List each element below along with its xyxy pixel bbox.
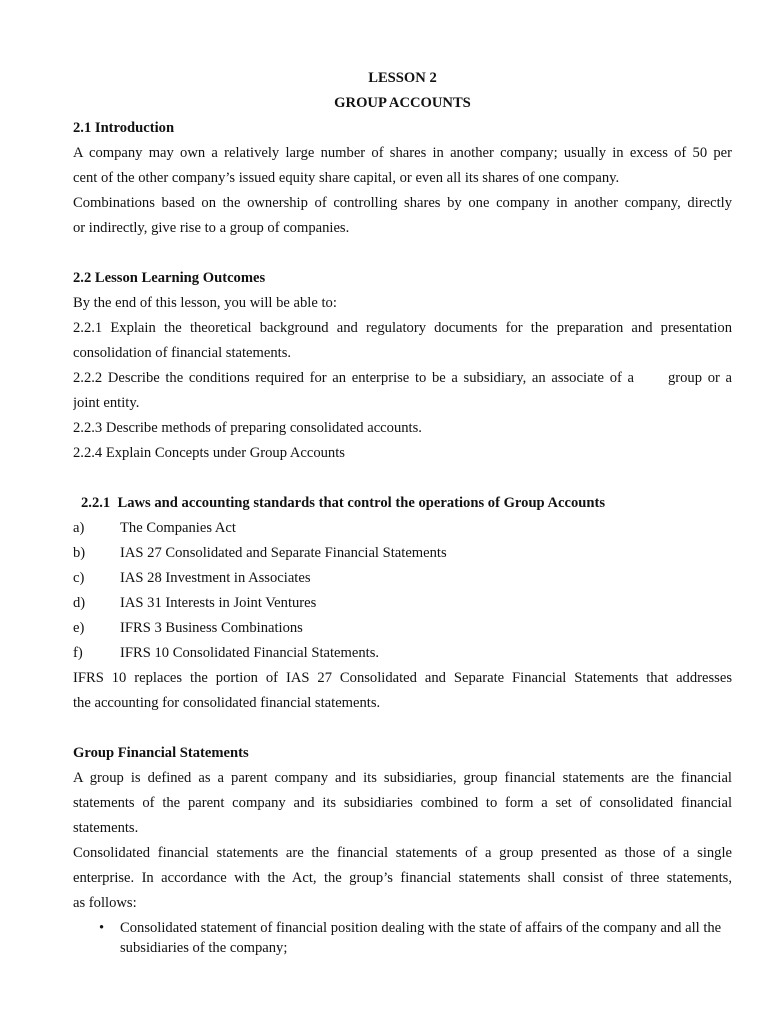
- group-fs-line: Consolidated financial statements are the financial statements of a group presented as those of a single: [73, 845, 732, 861]
- list-item: [73, 541, 732, 566]
- group-fs-line: statements.: [73, 820, 139, 836]
- outcome-line: joint entity.: [73, 395, 140, 411]
- group-fs-line: A group is defined as a parent company and its subsidiaries, group financial statements are the financial: [73, 770, 732, 786]
- bullet-marker: •: [99, 920, 105, 936]
- list-marker: a): [73, 520, 85, 536]
- group-fs-line: statements of the parent company and its subsidiaries combined to form a set of consolidated financial: [73, 795, 732, 811]
- intro-heading: 2.1 Introduction: [73, 120, 175, 136]
- group-fs-line: as follows:: [73, 895, 137, 911]
- outcome-line: 2.2.3 Describe methods of preparing consolidated accounts.: [73, 420, 422, 436]
- list-marker: d): [73, 595, 86, 611]
- intro-line: cent of the other company’s issued equity share capital, or even all its shares of one company.: [73, 170, 620, 186]
- lesson-title: GROUP ACCOUNTS: [334, 95, 471, 111]
- outcomes-lead: By the end of this lesson, you will be able to:: [73, 295, 337, 311]
- list-item-text: The Companies Act: [120, 520, 236, 536]
- list-marker: f): [73, 645, 83, 661]
- laws-note-line: the accounting for consolidated financial statements.: [73, 695, 381, 711]
- outcome-line: 2.2.2 Describe the conditions required for an enterprise to be a subsidiary, an associate of a group or a: [73, 370, 732, 386]
- outcomes-heading: 2.2 Lesson Learning Outcomes: [73, 270, 266, 286]
- list-item: [73, 641, 732, 666]
- list-marker: b): [73, 545, 86, 561]
- laws-note-line: IFRS 10 replaces the portion of IAS 27 Consolidated and Separate Financial Statements that addresses: [73, 670, 732, 686]
- laws-heading: 2.2.1 Laws and accounting standards that control the operations of Group Accounts: [81, 495, 606, 511]
- outcome-line: 2.2.4 Explain Concepts under Group Accounts: [73, 445, 345, 461]
- bullet-text: Consolidated statement of financial position dealing with the state of affairs of the company and all the subsidiaries of the company;: [120, 920, 722, 956]
- intro-line: A company may own a relatively large number of shares in another company; usually in excess of 50 per: [73, 145, 732, 161]
- group-fs-heading: Group Financial Statements: [73, 745, 249, 761]
- spacer: [73, 716, 732, 741]
- list-marker: e): [73, 620, 85, 636]
- list-item: [73, 566, 732, 591]
- document-page: [73, 66, 732, 958]
- list-item-text: IFRS 10 Consolidated Financial Statements.: [120, 645, 380, 661]
- spacer: [73, 241, 732, 266]
- lesson-number: LESSON 2: [368, 70, 437, 86]
- list-item-text: IAS 28 Investment in Associates: [120, 570, 311, 586]
- intro-line: or indirectly, give rise to a group of companies.: [73, 220, 350, 236]
- bullet-item: [73, 918, 732, 958]
- list-item-text: IAS 31 Interests in Joint Ventures: [120, 595, 317, 611]
- list-item: [73, 516, 732, 541]
- group-fs-line: enterprise. In accordance with the Act, the group’s financial statements shall consist of three statements,: [73, 870, 732, 886]
- outcome-line: 2.2.1 Explain the theoretical background and regulatory documents for the preparation and presentation: [73, 320, 732, 336]
- list-item-text: IFRS 3 Business Combinations: [120, 620, 303, 636]
- list-marker: c): [73, 570, 85, 586]
- spacer: [73, 466, 732, 491]
- outcome-line: consolidation of financial statements.: [73, 345, 292, 361]
- list-item-text: IAS 27 Consolidated and Separate Financial Statements: [120, 545, 447, 561]
- list-item: [73, 616, 732, 641]
- list-item: [73, 591, 732, 616]
- intro-line: Combinations based on the ownership of controlling shares by one company in another company, directly: [73, 195, 732, 211]
